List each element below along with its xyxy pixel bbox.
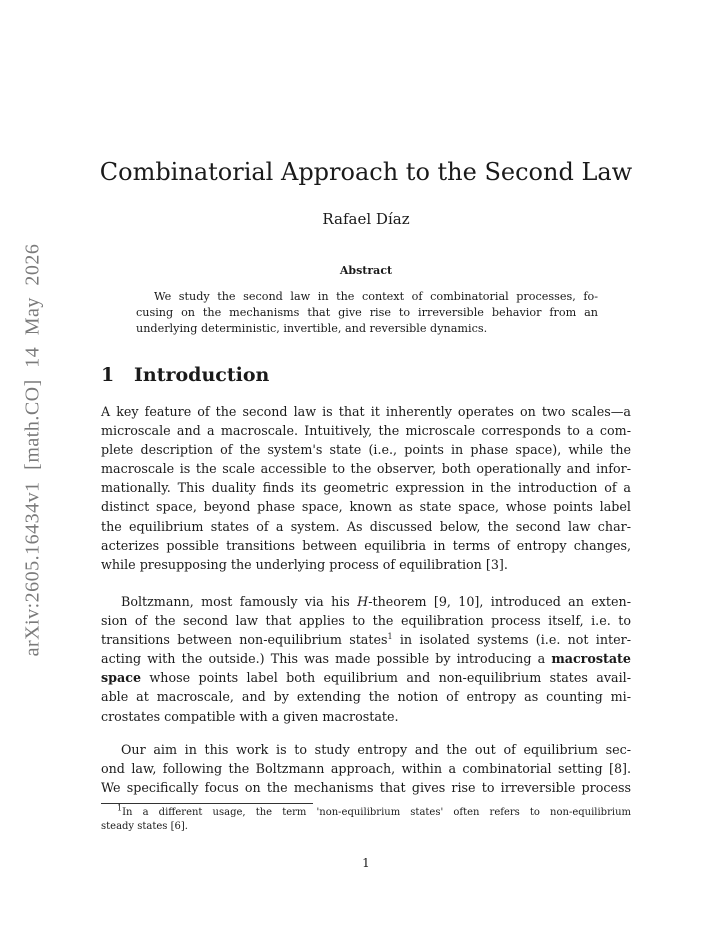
paragraph-line: while presupposing the underlying process of equilibration [3]. <box>101 556 508 572</box>
abstract-heading: Abstract <box>339 264 393 277</box>
paragraph-line: We specifically focus on the mechanisms that gives rise to irreversible process <box>101 780 631 796</box>
footnote-mark: 1 <box>387 631 393 641</box>
paragraph-line: acterizes possible transitions between equilibria in terms of entropy changes, <box>101 537 631 553</box>
abstract-line: underlying deterministic, invertible, and reversible dynamics. <box>136 322 488 335</box>
paragraph-line <box>101 649 631 668</box>
paragraph-line: crostates compatible with a given macrostate. <box>101 708 399 724</box>
text-run: acting with the outside.) This was made possible by introducing a <box>101 651 552 667</box>
paragraph-line: plete description of the system's state (i.e., points in phase space), while the <box>101 442 631 458</box>
arxiv-identifier-sidebar <box>18 240 48 660</box>
paragraph-1 <box>101 402 631 574</box>
arxiv-id-text: arXiv:2605.16434v1 [math.CO] 14 May 2026 <box>21 243 44 657</box>
footnote <box>101 803 631 834</box>
paragraph-line: able at macroscale, and by extending the notion of entropy as counting mi- <box>101 689 631 705</box>
section-number: 1 <box>101 364 115 386</box>
paragraph-line <box>101 630 631 649</box>
paper-title: Combinatorial Approach to the Second Law <box>99 158 633 186</box>
section-title: Introduction <box>134 364 270 386</box>
footnote-line: steady states [6]. <box>101 821 188 832</box>
text-run: -theorem [9, 10], introduced an exten- <box>368 594 631 609</box>
bold-term: macrostate <box>551 651 631 667</box>
paragraph-3 <box>101 740 631 797</box>
h-theorem-symbol: H <box>357 594 369 609</box>
section-heading <box>101 364 269 386</box>
page-number: 1 <box>362 856 370 870</box>
paragraph-line <box>101 668 631 687</box>
text-run: in isolated systems (i.e. not inter- <box>392 632 631 648</box>
text-run: transitions between non-equilibrium states <box>101 632 388 648</box>
text-run: Boltzmann, most famously via his <box>121 594 358 609</box>
footnote-divider <box>101 803 313 804</box>
abstract-line: We study the second law in the context of combinatorial processes, fo- <box>154 290 598 303</box>
paragraph-line: macroscale is the scale accessible to the observer, both operationally and infor- <box>101 461 631 477</box>
abstract-line: cusing on the mechanisms that give rise to irreversible behavior from an <box>136 306 598 319</box>
paragraph-2 <box>101 592 631 726</box>
paragraph-line: A key feature of the second law is that it inherently operates on two scales—a <box>101 404 631 419</box>
paragraph-line: mationally. This duality finds its geometric expression in the introduction of a <box>101 480 631 496</box>
paragraph-line <box>101 592 631 611</box>
paragraph-line: microscale and a macroscale. Intuitively, the microscale corresponds to a com- <box>101 423 631 439</box>
paragraph-line: distinct space, beyond phase space, known as state space, whose points label <box>101 499 631 515</box>
paragraph-line: ond law, following the Boltzmann approach, within a combinatorial setting [8]. <box>101 761 631 777</box>
footnote-line <box>101 803 631 820</box>
footnote-mark: 1 <box>117 803 123 813</box>
paragraph-line: sion of the second law that applies to the equilibration process itself, i.e. to <box>101 613 631 629</box>
abstract-body <box>136 289 598 337</box>
text-run: In a different usage, the term 'non-equilibrium states' often refers to non-equilibrium <box>122 807 631 818</box>
paragraph-line: the equilibrium states of a system. As discussed below, the second law char- <box>101 518 631 534</box>
bold-term: space <box>101 670 142 686</box>
paper-author: Rafael Díaz <box>322 210 410 228</box>
paragraph-line: Our aim in this work is to study entropy and the out of equilibrium sec- <box>121 742 631 757</box>
text-run: whose points label both equilibrium and non-equilibrium states avail- <box>141 670 631 686</box>
